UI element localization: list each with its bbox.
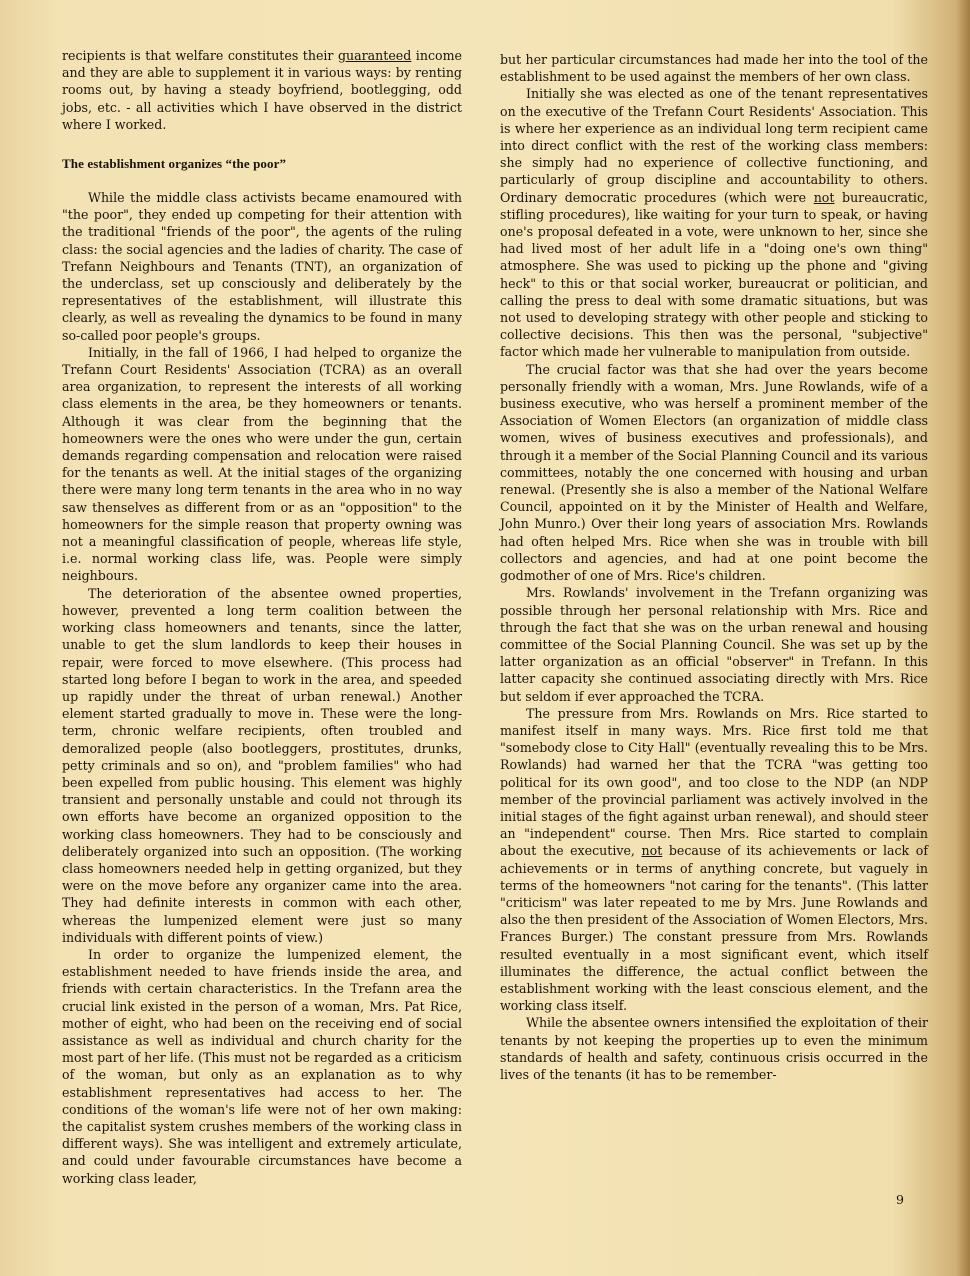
paragraph: While the middle class activists became enamoured with "the poor", they ended up competing for their attention with the traditional "friends of the poor", the agents of the ruling class: the social agencies and the ladies of charity. The case of Trefann Neighbours and Tenants (TNT), an organization of the underclass, set up consciously and deliberately by the representatives of the establishment, will illustrate this clearly, as well as revealing the dynamics to be found in many so-called poor people's groups. [62, 190, 462, 343]
right-column [500, 51, 928, 1083]
underlined-word: not [641, 843, 663, 859]
paragraph: Initially she was elected as one of the tenant representatives on the executive of the Trefann Court Residents' Association. This is where her experience as an individual long term recipient came into direct conflict with the rest of the working class members: she simply had no experience of collective functioning, and particularly of group discipline and accountability to others. Ordinary democratic procedures (which were not bureaucratic, stifling procedures), like waiting for your turn to speak, or having one's proposal defeated in a vote, were unknown to her, since she had lived most of her adult life in a "doing one's own thing" atmosphere. She was used to picking up the phone and "giving heck" to this or that social worker, bureaucrat or politician, and calling the press to deal with some dramatic situations, but was not used to developing strategy with other people and sticking to collective decisions. This then was the personal, "subjective" factor which made her vulnerable to manipulation from outside. [500, 86, 928, 360]
paragraph: In order to organize the lumpenized element, the establishment needed to have friends inside the area, and friends with certain characteristics. In the Trefann area the crucial link existed in the person of a woman, Mrs. Pat Rice, mother of eight, who had been on the receiving end of social assistance as well as individual and church charity for the most part of her life. (This must not be regarded as a criticism of the woman, but only as an explanation as to why establishment representatives had access to her. The conditions of the woman's life were not of her own making: the capitalist system crushes members of the working class in different ways). She was intelligent and extremely articulate, and could under favourable circumstances have become a working class leader, [62, 946, 462, 1186]
left-column [62, 47, 462, 1187]
paragraph: The crucial factor was that she had over the years become personally friendly with a woman, Mrs. June Rowlands, wife of a business executive, who was herself a prominent member of the Association of Women Electors (an organization of middle class women, wives of business executives and professionals), and through it a member of the Social Planning Council and its various committees, notably the one concerned with housing and urban renewal. (Presently she is also a member of the National Welfare Council, appointed on it by the Minister of Health and Welfare, John Munro.) Over their long years of association Mrs. Rowlands had often helped Mrs. Rice when she was in trouble with bill collectors and agencies, and had at one point become the godmother of one of Mrs. Rice's children. [500, 361, 928, 584]
underlined-word: not [813, 189, 835, 205]
page-number: 9 [896, 1192, 904, 1207]
paragraph: Initially, in the fall of 1966, I had helped to organize the Trefann Court Residents' Association (TCRA) as an overall area organization, to represent the interests of all working class elements in the area, be they homeowners or tenants. Although it was clear from the beginning that the homeowners were the ones who were under the gun, certain demands regarding compensation and relocation were raised for the tenants as well. At the initial stages of the organizing there were many long term tenants in the area who in no way saw thenselves as different from or as an "opposition" to the homeowners for the simple reason that property owning was not a meaningful classification of people, whereas life style, i.e. normal working class life, was. People were simply neighbours. [62, 344, 462, 584]
section-heading: The establishment organizes “the poor” [62, 156, 287, 172]
paragraph: While the absentee owners intensified the exploitation of their tenants by not keeping the properties up to even the minimum standards of health and safety, continuous crisis occurred in the lives of the tenants (it has to be remember- [500, 1015, 928, 1082]
paragraph-continuation: recipients is that welfare constitutes their guaranteed income and they are able to supplement it in various ways: by renting rooms out, by having a steady boyfriend, bootlegging, odd jobs, etc. - all activities which I have observed in the district where I worked. [62, 48, 462, 132]
paragraph: The deterioration of the absentee owned properties, however, prevented a long term coalition between the working class homeowners and tenants, since the latter, unable to get the slum landlords to keep their houses in repair, were forced to move elsewhere. (This process had started long before I began to work in the area, and speeded up rapidly under the threat of urban renewal.) Another element started gradually to move in. These were the long-term, chronic welfare recipients, often troubled and demoralized people (also bootleggers, prostitutes, drunks, petty criminals and so on), and "problem families" who had been expelled from public housing. This element was highly transient and personally unstable and could not through its own efforts have become an organized opposition to the working class homeowners. They had to be consciously and deliberately organized into such an opposition. (The working class homeowners needed help in getting organized, but they were on the move before any organizer came into the area. They had definite interests in common with each other, whereas the lumpenized element were just so many individuals with different points of view.) [62, 585, 462, 945]
page-edge-shadow [956, 0, 970, 1276]
paragraph-continuation: but her particular circumstances had made her into the tool of the establishment to be used against the members of her own class. [500, 52, 928, 85]
paragraph: The pressure from Mrs. Rowlands on Mrs. Rice started to manifest itself in many ways. Mrs. Rice first told me that "somebody close to City Hall" (eventually revealing this to be Mrs. Rowlands) had warned her that the TCRA "was getting too political for its own good", and too close to the NDP (an NDP member of the provincial parliament was actively involved in the initial stages of the fight against urban renewal), and should steer an "independent" course. Then Mrs. Rice started to complain about the executive, not because of its achievements or lack of achievements or in terms of anything concrete, but vaguely in terms of the homeowners "not caring for the tenants". (This latter "criticism" was later repeated to me by Mrs. June Rowlands and also the then president of the Association of Women Electors, Mrs. Frances Burger.) The constant pressure from Mrs. Rowlands resulted eventually in a most significant event, which itself illuminates the difference, the actual conflict between the establishment working with the least conscious element, and the working class itself. [500, 705, 928, 1014]
paragraph: Mrs. Rowlands' involvement in the Trefann organizing was possible through her personal relationship with Mrs. Rice and through the fact that she was on the urban renewal and housing committee of the Social Planning Council. She was set up by the latter organization as an official "observer" in Trefann. In this latter capacity she continued associating directly with Mrs. Rice but seldom if ever approached the TCRA. [500, 585, 928, 704]
underlined-word: guaranteed [337, 48, 412, 63]
